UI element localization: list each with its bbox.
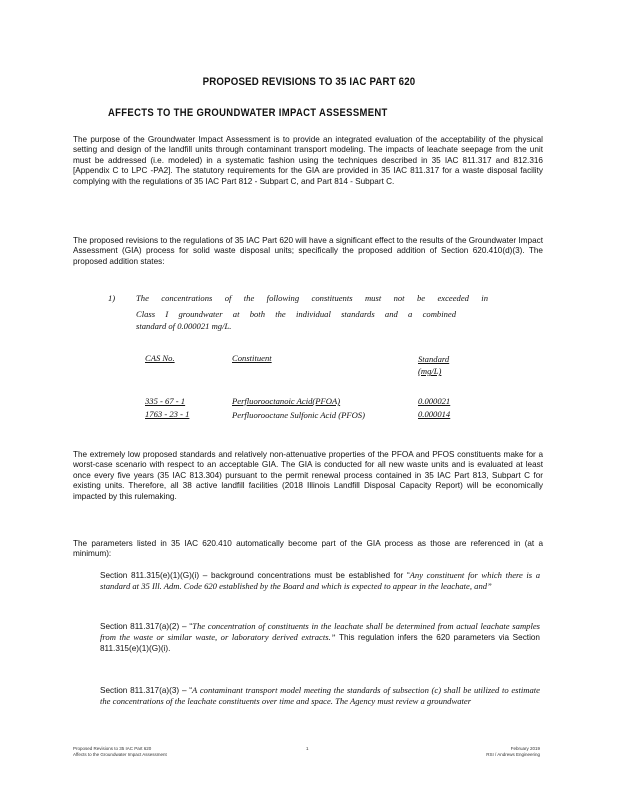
footer-doc-title: Proposed Revisions to 35 IAC Part 620 xyxy=(73,746,152,751)
table-header-constituent: Constituent xyxy=(232,353,272,363)
section-811-317-a2-quote: The concentration of constituents in the leachate shall be determined from actual leachate samples from the waste or similar waste, or laboratory derived extracts.” xyxy=(100,621,541,643)
section-811-315-lead: Section 811.315(e)(1)(G)(i) – background concentrations must be established for “ xyxy=(100,571,410,580)
footer-date: February 2019 xyxy=(510,746,540,751)
table-row-2-cas: 1763 - 23 - 1 xyxy=(145,409,190,419)
table-header-standard: Standard (mg/L) xyxy=(418,354,450,376)
section-811-317-a2-item xyxy=(100,621,540,654)
table-header-cas: CAS No. xyxy=(145,353,175,363)
table-row-1-standard: 0.000021 xyxy=(418,396,451,406)
footer-page-number: 1 xyxy=(306,746,309,751)
section-811-315-item xyxy=(100,570,540,593)
footer-company: RSI / Andrews Engineering xyxy=(486,752,540,757)
footer-doc-subtitle: Affects to the Groundwater Impact Assessment xyxy=(73,752,167,757)
section-811-317-a3-lead: Section 811.317(a)(3) – “ xyxy=(100,686,193,695)
section-811-317-a3-quote: A contaminant transport model meeting the standards of subsection (c) shall be utilized to estimate the concentrations of the leachate constituents over time and space. The Agency must review a groundwater xyxy=(100,685,540,707)
page-subtitle: AFFECTS TO THE GROUNDWATER IMPACT ASSESSMENT xyxy=(108,107,388,119)
intro-paragraph: The purpose of the Groundwater Impact Assessment is to provide an integrated evaluation of the acceptability of the physical setting and design of the landfill units through contaminant transport modeling. The impacts of leachate seepage from the unit must be addressed (i.e. modeled) in a systematic fashion using the techniques described in 35 IAC 811.317 and 812.316 [Appendix C to LPC -PA2]. The statutory requirements for the GIA are provided in 35 IAC 811.317 for a waste disposal facility complying with the regulations of 35 IAC Part 812 - Subpart C, and Part 814 - Subpart C. xyxy=(73,135,543,186)
quote-number: 1) xyxy=(108,293,116,303)
table-row-1-constituent: Perfluorooctanoic Acid(PFOA) xyxy=(232,396,341,406)
quote-line-1: The concentrations of the following constituents must not be exceeded in xyxy=(136,293,488,303)
section-811-317-a2-tail: This regulation infers the 620 parameters via Section 811.315(e)(1)(G)(i). xyxy=(100,633,540,653)
section-811-317-a2-lead: Section 811.317(a)(2) – “ xyxy=(100,622,193,631)
table-row-2-standard: 0.000014 xyxy=(418,409,451,419)
section-811-315-quote: Any constituent for which there is a standard at 35 Ill. Adm. Code 620 established by the Board and which is expected to appear in the leachate, and” xyxy=(100,570,540,592)
quote-line-3: standard of 0.000021 mg/L. xyxy=(136,321,232,331)
page-title: PROPOSED REVISIONS TO 35 IAC PART 620 xyxy=(202,76,416,88)
quote-line-2: Class I groundwater at both the individual standards and a combined xyxy=(136,309,456,319)
proposed-revisions-paragraph: The proposed revisions to the regulations of 35 IAC Part 620 will have a significant effect to the results of the Groundwater Impact Assessment (GIA) process for solid waste disposal units; specifically the proposed addition of Section 620.410(d)(3). The proposed addition states: xyxy=(73,236,543,266)
footer-left xyxy=(73,746,167,758)
parameters-paragraph: The parameters listed in 35 IAC 620.410 automatically become part of the GIA process as those are referenced in (at a minimum): xyxy=(73,539,543,559)
impact-paragraph: The extremely low proposed standards and relatively non-attenuative properties of the PFOA and PFOS constituents make for a worst-case scenario with respect to an acceptable GIA. The GIA is conducted for all new waste units and is evaluated at least once every five years (35 IAC 813.304) pursuant to the permit renewal process contained in 35 IAC Part 813, Subpart C for existing units. Therefore, all 38 active landfill facilities (2018 Illinois Landfill Disposal Capacity Report) will be economically impacted by this rulemaking. xyxy=(73,450,543,501)
section-811-317-a3-item xyxy=(100,685,540,708)
table-row-2-constituent: Perfluorooctane Sulfonic Acid (PFOS) xyxy=(232,410,365,420)
footer-right xyxy=(470,746,540,758)
table-row-1-cas: 335 - 67 - 1 xyxy=(145,396,186,406)
